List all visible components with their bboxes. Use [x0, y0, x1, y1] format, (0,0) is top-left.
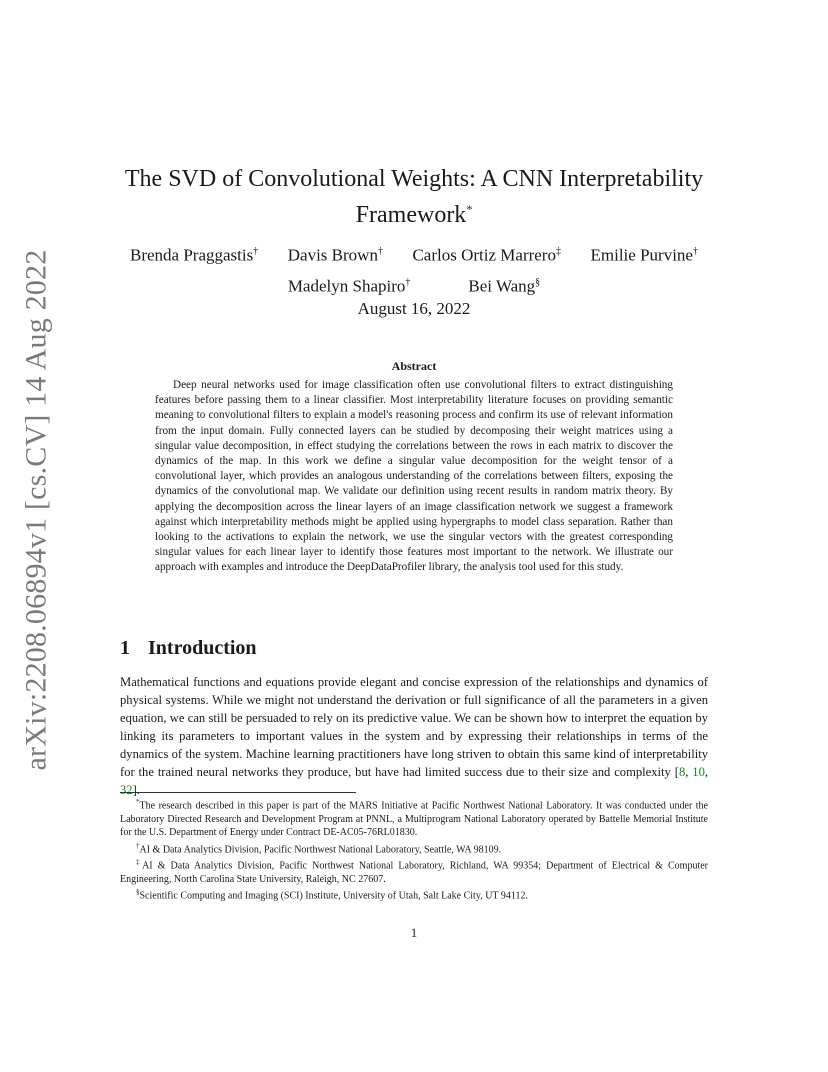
author [288, 240, 383, 268]
footnote-text: AI & Data Analytics Division, Pacific Northwest National Laboratory, Seattle, WA 98109. [139, 843, 502, 855]
author-affiliation-mark: ‡ [555, 246, 561, 257]
paper-title [120, 164, 708, 230]
footnote-mark: * [136, 798, 140, 806]
sentence-end: . [136, 783, 140, 797]
author-name: Bei Wang [468, 276, 536, 296]
citation-separator: , [704, 765, 709, 779]
author-name: Emilie Purvine [590, 245, 693, 265]
citation-link[interactable]: 8 [678, 765, 686, 779]
paper-date: August 16, 2022 [357, 299, 471, 318]
author [468, 271, 540, 299]
author-name: Davis Brown [287, 245, 378, 265]
footnote [120, 840, 708, 857]
footnote-divider [120, 792, 356, 793]
footnote-mark: † [136, 841, 140, 850]
author-affiliation-mark: § [535, 276, 541, 288]
author-name: Madelyn Shapiro [287, 276, 406, 296]
title-line-2 [120, 194, 708, 230]
footnote-text: AI & Data Analytics Division, Pacific Northwest National Laboratory, Richland, WA 99354; Department of Electrical & Computer Engineering, North Carolina State University, Raleigh, NC 27607. [120, 860, 709, 886]
abstract-body: Deep neural networks used for image classification often use convolutional filters to extract distinguishing features before passing them to a linear classifier. Most interpretability literature focuses on providing semantic meaning to convolutional filters to explain a model's reasoning process and confirm its use of relevant information from the input domain. Fully connected layers can be studied by decomposing their weight matrices using a singular value decomposition, in effect studying the correlations between the rows in each matrix to discover the dynamics of the map. In this work we define a singular value decomposition for the weight tensor of a convolutional layer, which provides an analogous understanding of the correlations between filters, exposing the dynamics of the convolutional map. We validate our definition using recent results in random matrix theory. By applying the decomposition across the linear layers of an image classification network we suggest a framework against which interpretability methods might be applied using hypergraphs to model class separation. Rather than looking to the activations to explain the network, we use the singular vectors with the greatest corresponding singular values for each linear layer to identify those features most important to the network. We illustrate our approach with examples and introduce the DeepDataProfiler library, the analysis tool used for this study. [155, 379, 673, 574]
section-heading [120, 637, 708, 660]
citation-link[interactable]: 32 [120, 783, 133, 797]
citation-open-bracket: [ [674, 765, 679, 779]
footnote [120, 886, 708, 903]
author-affiliation-mark: † [377, 246, 383, 257]
footnote-text: The research described in this paper is part of the MARS Initiative at Pacific Northwest National Laboratory. It was conducted under the Laboratory Directed Research and Development Program at PNNL, a Multiprogram National Laboratory operated by Battelle Memorial Institute for the U.S. Department of Energy under Contract DE-AC05-76RL01830. [120, 800, 708, 839]
author-affiliation-mark: † [253, 246, 259, 257]
footnote-mark: ‡ [136, 858, 143, 867]
arxiv-identifier-stamp [6, 250, 66, 770]
title-line-2-text: Framework [355, 202, 467, 228]
author-row-2 [120, 271, 708, 299]
author [591, 240, 698, 268]
footnote [120, 796, 708, 840]
citation-close-bracket: ] [132, 783, 137, 797]
abstract-heading: Abstract [391, 359, 437, 373]
footnote [120, 856, 708, 886]
page-number: 1 [410, 926, 418, 940]
section-title: Introduction [148, 637, 257, 659]
author [130, 240, 258, 268]
author [412, 240, 561, 268]
title-line-1: The SVD of Convolutional Weights: A CNN Interpretability [124, 166, 704, 192]
author-affiliation-mark: † [405, 276, 411, 288]
citation-link[interactable]: 10 [692, 765, 705, 779]
author-row-1 [120, 240, 708, 268]
author-name: Brenda Praggastis [130, 245, 254, 265]
author-affiliation-mark: † [692, 246, 698, 257]
footnote-mark: § [136, 888, 140, 897]
introduction-text: Mathematical functions and equations provide elegant and concise expression of the relationships and dynamics of physical systems. While we might not understand the derivation or full significance of all the parameters in a given equation, we can still be persuaded to rely on its predictive value. We can be shown how to interpret the equation by linking its parameters to important values in the system and by expressing their relationships in terms of the dynamics of the system. Machine learning practitioners have long striven to obtain this same kind of interpretability for the trained neural networks they produce, but have had limited success due to their size and complexity [120, 675, 708, 779]
title-footnote-mark: * [466, 202, 473, 216]
citation-separator: , [685, 765, 693, 779]
footnotes [120, 796, 708, 903]
footnote-text: Scientific Computing and Imaging (SCI) Institute, University of Utah, Salt Lake City, UT 94112. [139, 890, 528, 902]
author-name: Carlos Ortiz Marrero [412, 245, 556, 265]
author-list [120, 240, 708, 301]
author [288, 271, 411, 299]
introduction-paragraph [120, 673, 708, 799]
arxiv-identifier: arXiv:2208.06894v1 [cs.CV] 14 Aug 2022 [19, 249, 52, 771]
section-number: 1 [120, 637, 130, 659]
